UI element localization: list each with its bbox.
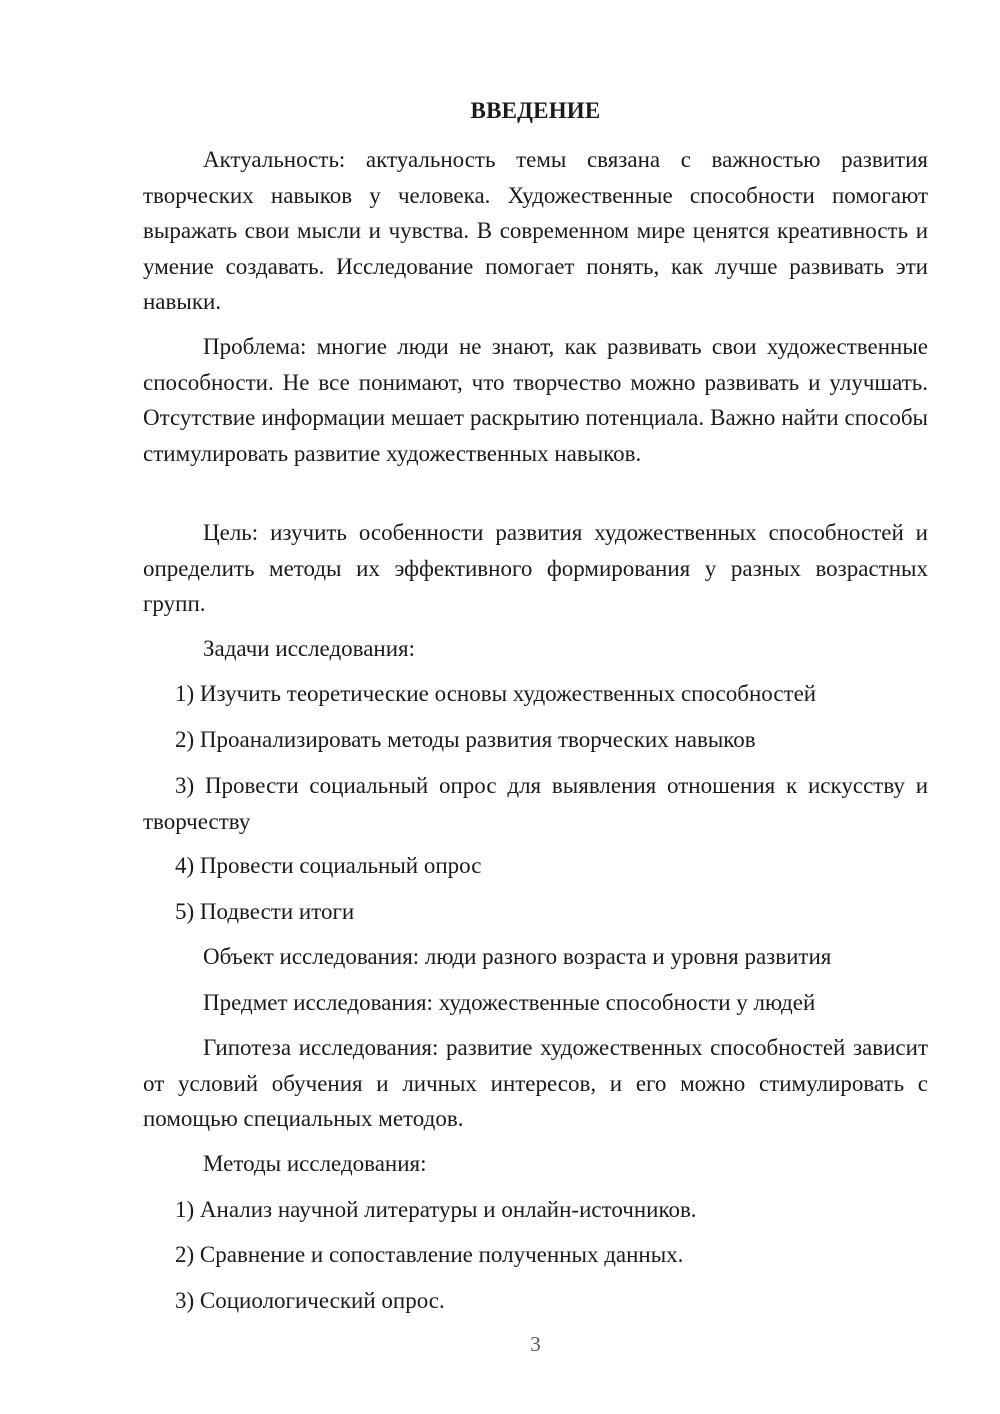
subject-line: Предмет исследования: художественные способности у людей: [203, 990, 816, 1015]
task-item: 1) Изучить теоретические основы художественных способностей: [175, 681, 817, 706]
hypothesis-paragraph: Гипотеза исследования: развитие художественных способностей зависит от условий обучения и личных интересов, и его можно стимулировать с помощью специальных методов.: [143, 1035, 928, 1131]
method-item: 3) Социологический опрос.: [175, 1288, 445, 1313]
goal-paragraph: Цель: изучить особенности развития художественных способностей и определить методы их эффективного формирования у разных возрастных групп.: [143, 520, 928, 616]
methods-heading: Методы исследования:: [203, 1151, 427, 1176]
page-number: 3: [530, 1332, 541, 1356]
task-item: 3) Провести социальный опрос для выявления отношения к искусству и творчеству: [143, 773, 928, 834]
task-item: 5) Подвести итоги: [175, 899, 355, 924]
task-item: 2) Проанализировать методы развития творческих навыков: [175, 727, 756, 752]
problem-paragraph: Проблема: многие люди не знают, как развивать свои художественные способности. Не все понимают, что творчество можно развивать и улучшать. Отсутствие информации мешает раскрытию потенциала. Важно найти способы стимулировать развитие художественных навыков.: [143, 334, 928, 466]
method-item: 2) Сравнение и сопоставление полученных данных.: [175, 1242, 684, 1267]
section-title: ВВЕДЕНИЕ: [470, 98, 601, 123]
relevance-paragraph: Актуальность: актуальность темы связана с важностью развития творческих навыков у человека. Художественные способности помогают выражать свои мысли и чувства. В современном мире ценятся креативность и умение создавать. Исследование помогает понять, как лучше развивать эти навыки.: [143, 147, 928, 314]
tasks-heading: Задачи исследования:: [203, 636, 416, 661]
task-item: 4) Провести социальный опрос: [175, 853, 482, 878]
method-item: 1) Анализ научной литературы и онлайн-источников.: [175, 1197, 697, 1222]
object-line: Объект исследования: люди разного возраста и уровня развития: [203, 944, 832, 969]
